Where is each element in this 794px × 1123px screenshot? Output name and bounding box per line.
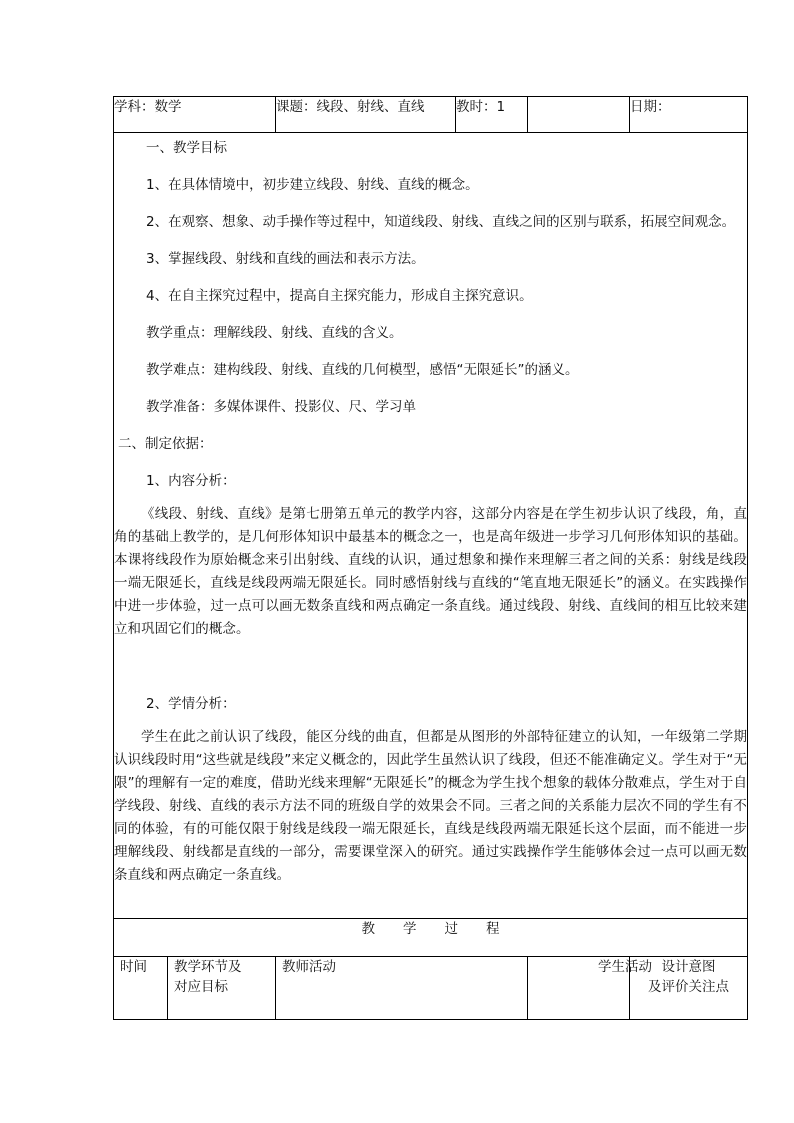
content-analysis-heading: 1、内容分析： (146, 473, 236, 489)
col-design-line1: 设计意图 (661, 959, 716, 975)
lesson-plan-table (113, 96, 748, 1020)
col-design-line2: 及评价关注点 (648, 979, 729, 995)
lesson-plan-sheet (113, 96, 747, 1024)
process-title-char: 程 (486, 921, 500, 937)
content-row (114, 133, 748, 919)
goal-item-2: 2、在观察、想象、动手操作等过程中，知道线段、射线、直线之间的区别与联系，拓展空间观念。 (146, 214, 736, 230)
difficulty: 教学难点：建构线段、射线、直线的几何模型，感悟“无限延长”的涵义。 (146, 362, 579, 378)
process-title-char: 过 (444, 921, 458, 937)
process-columns-row (114, 957, 748, 1020)
col-stage-line2: 对应目标 (174, 979, 228, 995)
process-title-char: 教 (361, 921, 375, 937)
topic-cell: 课题：线段、射线、直线 (276, 97, 456, 133)
key-point: 教学重点：理解线段、射线、直线的含义。 (146, 325, 403, 341)
student-analysis-heading: 2、学情分析： (146, 696, 236, 712)
header-row (114, 97, 748, 133)
periods-cell: 教时：1 (456, 97, 528, 133)
subject-cell: 学科：数学 (114, 97, 276, 133)
process-title-row (114, 919, 748, 957)
process-title (114, 919, 748, 957)
basis-heading: 二、制定依据： (118, 436, 213, 452)
content-cell (114, 133, 748, 919)
date-cell: 日期： (630, 97, 748, 133)
col-teacher: 教师活动 (276, 957, 528, 1020)
preparation: 教学准备：多媒体课件、投影仪、尺、学习单 (146, 399, 416, 415)
goal-item-1: 1、在具体情境中，初步建立线段、射线、直线的概念。 (146, 177, 479, 193)
goal-item-4: 4、在自主探究过程中，提高自主探究能力，形成自主探究意识。 (146, 288, 533, 304)
goal-item-3: 3、掌握线段、射线和直线的画法和表示方法。 (146, 251, 425, 267)
col-stage-line1: 教学环节及 (174, 959, 242, 975)
blank-cell (528, 97, 630, 133)
content-analysis-text: 《线段、射线、直线》是第七册第五单元的教学内容，这部分内容是在学生初步认识了线段，角，直角的基础上教学的，是几何形体知识中最基本的概念之一，也是高年级进一步学习几何形体知识的基础。本课将线段作为原始概念来引出射线、直线的认识，通过想象和操作来理解三者之间的关系：射线是线段一端无限延长，直线是线段两端无限延长。同时感悟射线与直线的“笔直地无限延长”的涵义。在实践操作中进一步体验，过一点可以画无数条直线和两点确定一条直线。通过线段、射线、直线间的相互比较来建立和巩固它们的概念。 (114, 506, 747, 637)
col-time: 时间 (114, 957, 168, 1020)
student-analysis-text: 学生在此之前认识了线段，能区分线的曲直，但都是从图形的外部特征建立的认知，一年级第二学期认识线段时用“这些就是线段”来定义概念的，因此学生虽然认识了线段，但还不能准确定义。学生对于“无限”的理解有一定的难度，借助光线来理解“无限延长”的概念为学生找个想象的载体分散难点，学生对于自学线段、射线、直线的表示方法不同的班级自学的效果会不同。三者之间的关系能力层次不同的学生有不同的体验，有的可能仅限于射线是线段一端无限延长，直线是线段两端无限延长这个层面，而不能进一步理解线段、射线都是直线的一部分，需要课堂深入的研究。通过实践操作学生能够体会过一点可以画无数条直线和两点确定一条直线。 (114, 729, 747, 883)
process-title-char: 学 (403, 921, 417, 937)
goals-heading: 一、教学目标 (146, 140, 227, 156)
col-student: 学生活动 (528, 957, 630, 1020)
col-stage (168, 957, 276, 1020)
